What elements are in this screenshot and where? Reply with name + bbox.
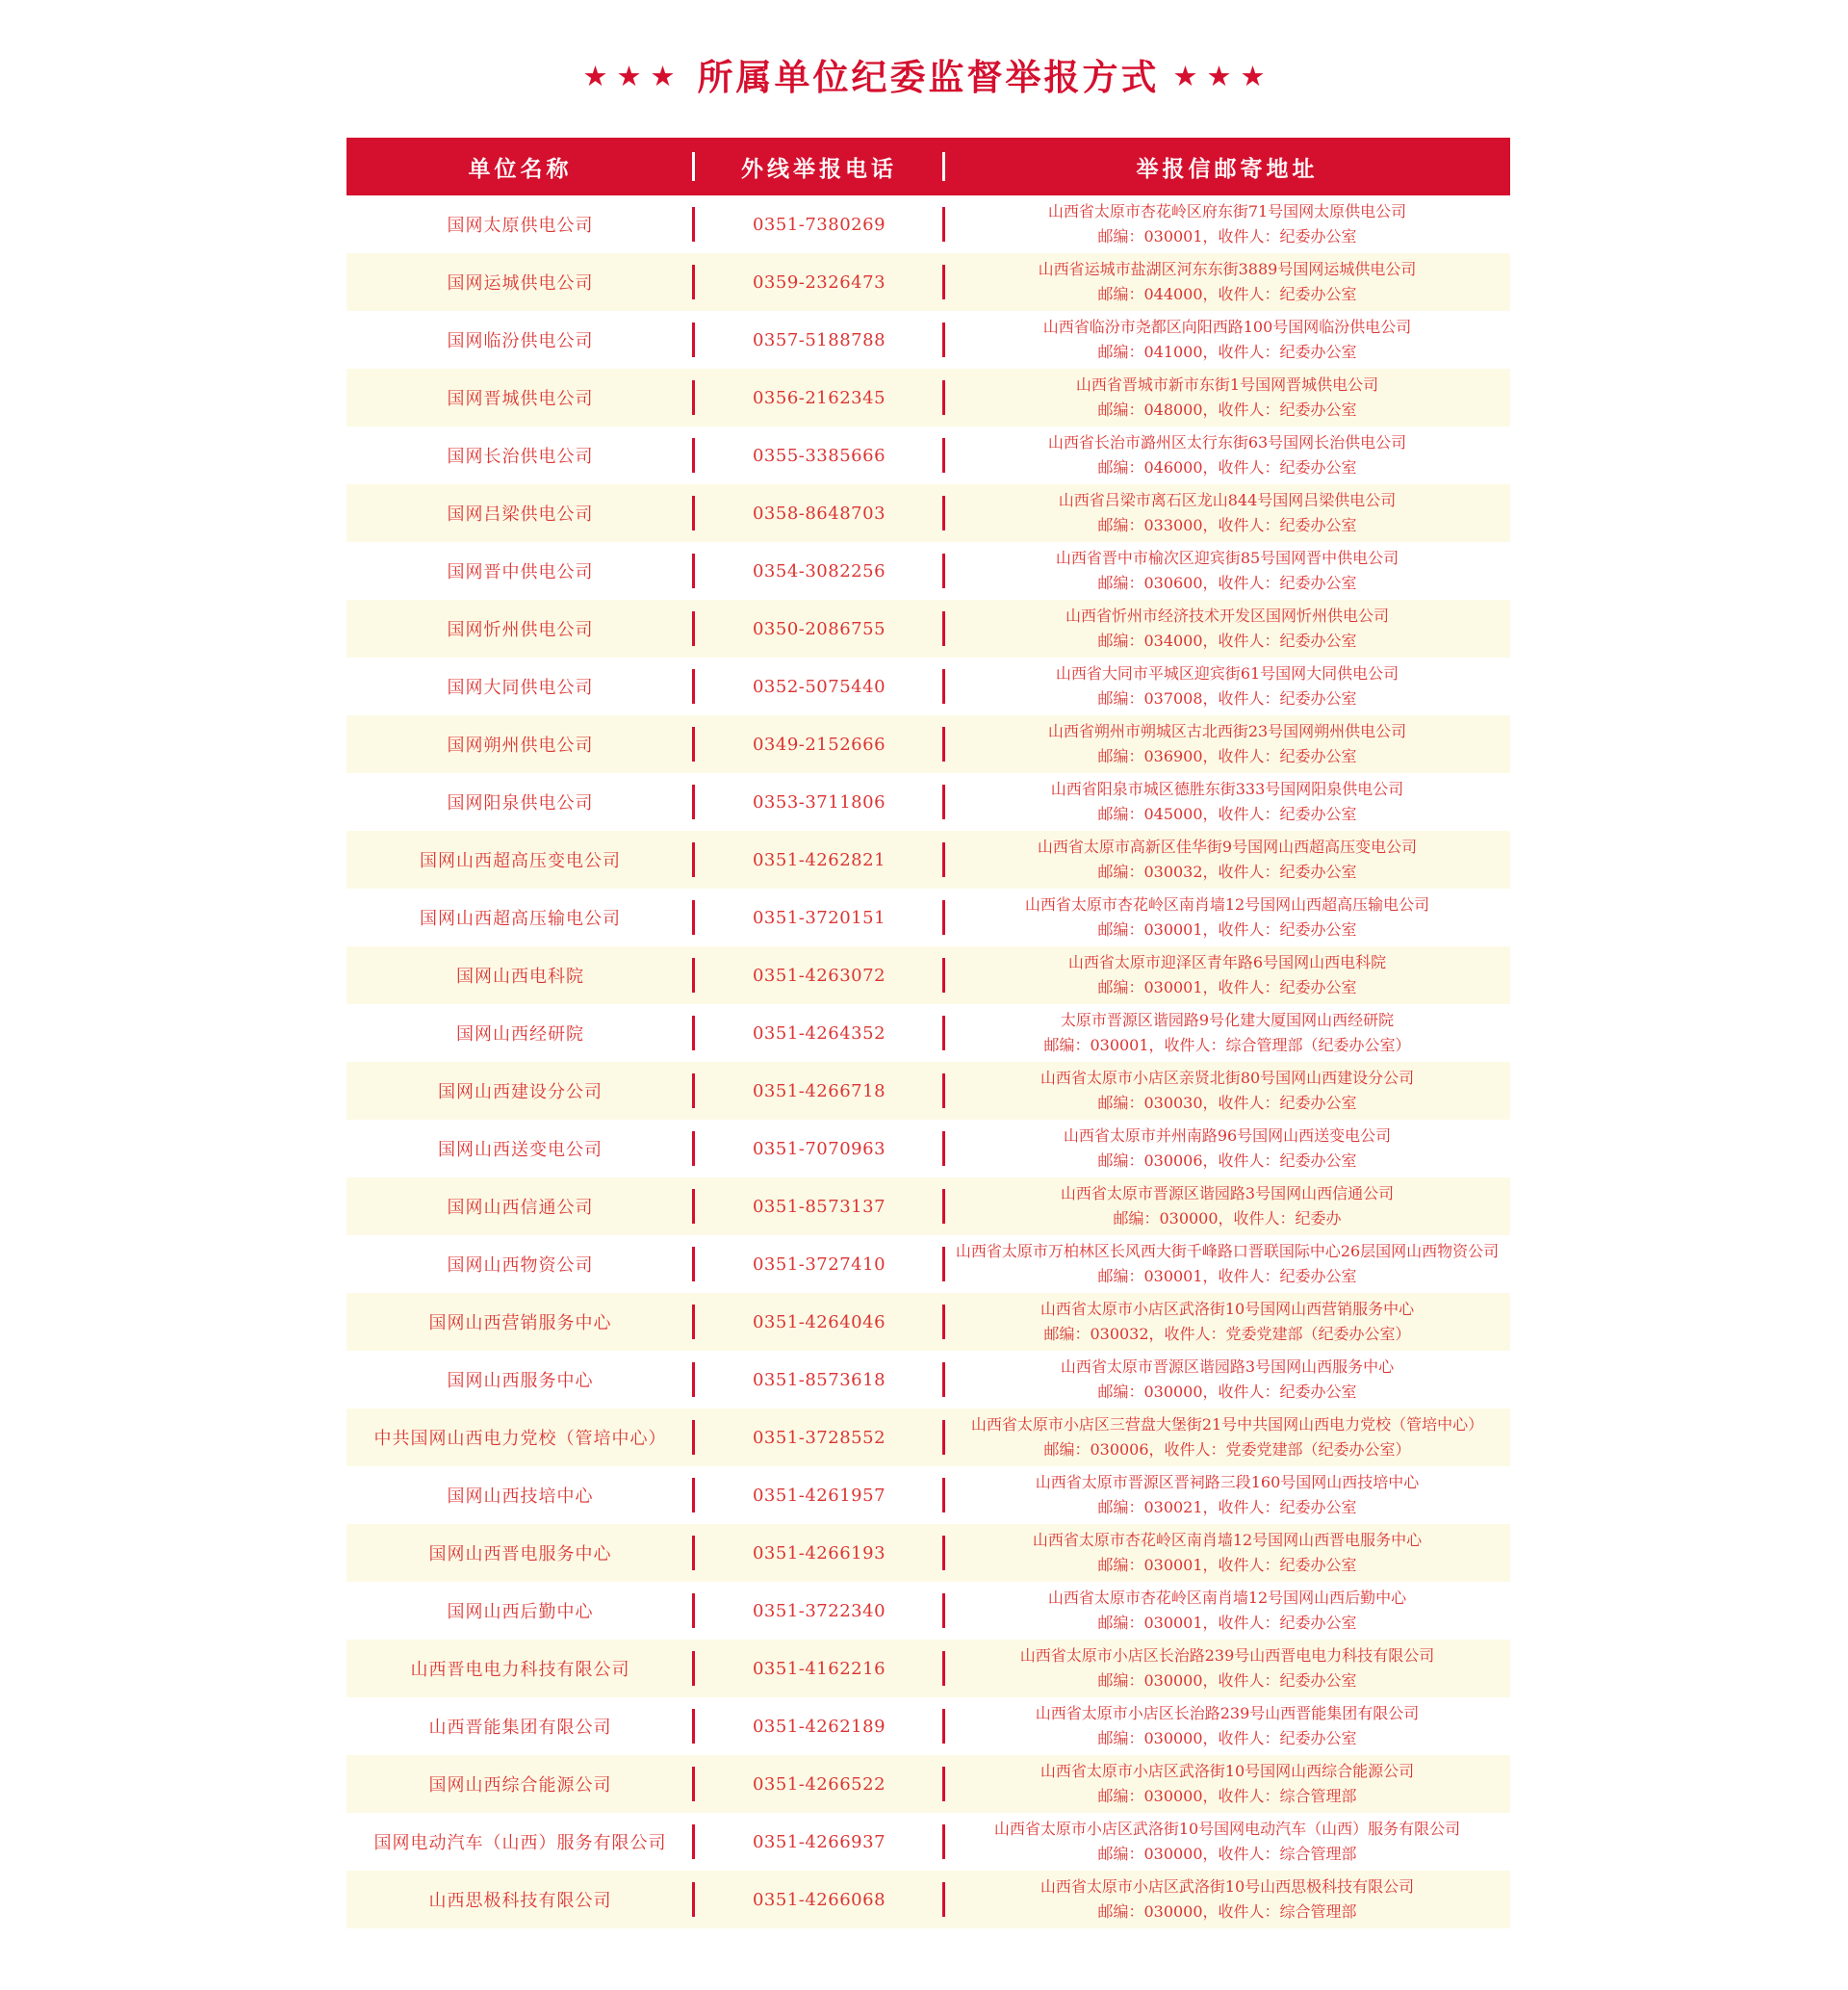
table-row: [346, 1524, 1510, 1582]
column-divider: [942, 1767, 945, 1801]
table-row: [346, 311, 1510, 369]
address-line-2: 邮编：030021，收件人：纪委办公室: [1097, 1498, 1357, 1516]
unit-name-cell: 山西思极科技有限公司: [428, 1891, 612, 1911]
address-line-2: 邮编：041000，收件人：纪委办公室: [1097, 343, 1357, 361]
address-line-2: 邮编：030032，收件人：党委党建部（纪委办公室）: [1043, 1325, 1411, 1343]
address-line-1: 山西省太原市万柏林区长风西大街千峰路口晋联国际中心26层国网山西物资公司: [955, 1242, 1500, 1260]
unit-name-cell: 国网山西物资公司: [447, 1255, 594, 1276]
column-divider: [692, 1073, 695, 1108]
table-row: [346, 1120, 1510, 1177]
address-cell: [944, 311, 1510, 369]
phone-cell: 0353-3711806: [752, 791, 886, 813]
column-divider: [942, 1362, 945, 1397]
column-divider: [692, 1709, 695, 1744]
address-line-2: 邮编：044000，收件人：纪委办公室: [1097, 285, 1357, 303]
column-divider: [942, 958, 945, 993]
table-row: [346, 253, 1510, 311]
table-row: [346, 1466, 1510, 1524]
column-divider: [942, 1073, 945, 1108]
table-row: [346, 1697, 1510, 1755]
column-divider: [692, 1767, 695, 1801]
address-cell: [944, 1697, 1510, 1755]
unit-name-cell: 山西晋能集团有限公司: [428, 1718, 612, 1738]
unit-name-cell: 国网山西综合能源公司: [428, 1775, 612, 1796]
column-divider: [692, 207, 695, 242]
column-divider: [942, 1247, 945, 1281]
column-divider: [692, 438, 695, 473]
unit-name-cell: 国网临汾供电公司: [447, 331, 594, 351]
page-title: [346, 48, 1510, 100]
title-stars-left: ★★★: [582, 60, 684, 92]
address-cell: [944, 484, 1510, 542]
column-divider: [942, 1420, 945, 1455]
column-divider: [942, 1189, 945, 1224]
table-row: [346, 1755, 1510, 1813]
address-line-1: 山西省太原市小店区长治路239号山西晋电电力科技有限公司: [1019, 1646, 1435, 1665]
unit-name-cell: 国网忻州供电公司: [447, 620, 594, 640]
phone-cell: 0351-4266718: [752, 1080, 886, 1101]
column-divider: [692, 727, 695, 762]
unit-name-cell: 国网山西超高压输电公司: [420, 909, 621, 929]
column-divider: [942, 1651, 945, 1686]
address-line-1: 山西省临汾市尧都区向阳西路100号国网临汾供电公司: [1042, 318, 1412, 336]
address-cell: [944, 1640, 1510, 1697]
address-line-1: 山西省忻州市经济技术开发区国网忻州供电公司: [1065, 607, 1389, 625]
address-cell: [944, 1582, 1510, 1640]
address-line-2: 邮编：030000，收件人：综合管理部: [1097, 1902, 1357, 1921]
column-divider: [692, 1247, 695, 1281]
address-line-1: 山西省运城市盐湖区河东东街3889号国网运城供电公司: [1038, 260, 1417, 278]
unit-name-cell: 国网山西送变电公司: [438, 1140, 603, 1160]
unit-name-cell: 国网山西晋电服务中心: [428, 1544, 612, 1564]
column-divider: [692, 958, 695, 993]
column-divider: [692, 1593, 695, 1628]
header-column-divider: [942, 152, 945, 181]
table-row: [346, 831, 1510, 889]
column-divider: [692, 1420, 695, 1455]
address-line-1: 山西省晋中市榆次区迎宾街85号国网晋中供电公司: [1055, 549, 1399, 567]
table-row: [346, 658, 1510, 715]
column-divider: [692, 265, 695, 299]
column-divider: [692, 380, 695, 415]
phone-cell: 0354-3082256: [752, 560, 886, 581]
phone-cell: 0351-8573618: [752, 1369, 886, 1390]
address-line-2: 邮编：030000，收件人：纪委办公室: [1097, 1671, 1357, 1690]
unit-name-cell: 国网山西后勤中心: [447, 1602, 594, 1622]
column-divider: [942, 1593, 945, 1628]
phone-cell: 0351-7380269: [752, 214, 886, 235]
phone-cell: 0351-3728552: [752, 1427, 886, 1448]
phone-cell: 0352-5075440: [752, 676, 886, 697]
unit-name-cell: 国网山西建设分公司: [438, 1082, 603, 1102]
address-line-2: 邮编：030001，收件人：纪委办公室: [1097, 978, 1357, 996]
address-line-1: 山西省太原市小店区武洛街10号国网电动汽车（山西）服务有限公司: [993, 1820, 1461, 1838]
address-cell: [944, 1466, 1510, 1524]
column-divider: [692, 1016, 695, 1050]
address-line-1: 山西省太原市小店区亲贤北街80号国网山西建设分公司: [1040, 1069, 1415, 1087]
phone-cell: 0358-8648703: [752, 503, 886, 524]
report-contact-table: [346, 138, 1510, 1928]
column-divider: [692, 842, 695, 877]
address-line-2: 邮编：030001，收件人：综合管理部（纪委办公室）: [1043, 1036, 1411, 1054]
address-line-1: 山西省大同市平城区迎宾街61号国网大同供电公司: [1055, 664, 1399, 683]
table-row: [346, 1062, 1510, 1120]
address-cell: [944, 1755, 1510, 1813]
address-cell: [944, 369, 1510, 426]
phone-cell: 0351-4263072: [752, 965, 886, 986]
unit-name-cell: 国网山西服务中心: [447, 1371, 594, 1391]
unit-name-cell: 国网阳泉供电公司: [447, 793, 594, 814]
column-divider: [942, 785, 945, 819]
column-divider: [942, 207, 945, 242]
header-mail-address: 举报信邮寄地址: [1136, 155, 1319, 182]
address-line-2: 邮编：030001，收件人：纪委办公室: [1097, 1556, 1357, 1574]
table-row: [346, 426, 1510, 484]
column-divider: [942, 380, 945, 415]
phone-cell: 0351-4266068: [752, 1889, 886, 1910]
column-divider: [692, 1824, 695, 1859]
address-line-1: 山西省阳泉市城区德胜东街333号国网阳泉供电公司: [1050, 780, 1404, 798]
table-row: [346, 1293, 1510, 1351]
address-line-1: 山西省太原市杏花岭区南肖墙12号国网山西后勤中心: [1047, 1589, 1407, 1607]
address-line-1: 山西省长治市潞州区太行东街63号国网长治供电公司: [1047, 433, 1407, 452]
address-cell: [944, 715, 1510, 773]
table-row: [346, 1004, 1510, 1062]
address-line-2: 邮编：030006，收件人：党委党建部（纪委办公室）: [1043, 1440, 1411, 1459]
address-line-2: 邮编：030001，收件人：纪委办公室: [1097, 1267, 1357, 1285]
unit-name-cell: 国网晋中供电公司: [447, 562, 594, 582]
phone-cell: 0355-3385666: [752, 445, 886, 466]
address-cell: [944, 1351, 1510, 1409]
unit-name-cell: 山西晋电电力科技有限公司: [410, 1660, 630, 1680]
address-line-1: 山西省太原市晋源区谐园路3号国网山西信通公司: [1060, 1184, 1395, 1202]
column-divider: [692, 1131, 695, 1166]
address-line-2: 邮编：030000，收件人：综合管理部: [1097, 1787, 1357, 1805]
column-divider: [942, 323, 945, 357]
column-divider: [942, 438, 945, 473]
address-cell: [944, 1293, 1510, 1351]
table-row: [346, 600, 1510, 658]
address-cell: [944, 1813, 1510, 1871]
table-row: [346, 946, 1510, 1004]
address-line-2: 邮编：036900，收件人：纪委办公室: [1097, 747, 1357, 765]
column-divider: [942, 842, 945, 877]
phone-cell: 0351-4262821: [752, 849, 886, 870]
address-cell: [944, 1062, 1510, 1120]
address-cell: [944, 946, 1510, 1004]
table-row: [346, 1813, 1510, 1871]
address-cell: [944, 1120, 1510, 1177]
address-line-1: 山西省太原市小店区武洛街10号国网山西综合能源公司: [1040, 1762, 1415, 1780]
phone-cell: 0350-2086755: [752, 618, 886, 639]
column-divider: [692, 900, 695, 935]
address-line-1: 山西省太原市小店区武洛街10号山西思极科技有限公司: [1040, 1877, 1415, 1896]
address-cell: [944, 889, 1510, 946]
table-row: [346, 773, 1510, 831]
column-divider: [692, 554, 695, 588]
address-cell: [944, 1524, 1510, 1582]
address-cell: [944, 1871, 1510, 1928]
unit-name-cell: 国网运城供电公司: [447, 273, 594, 294]
unit-name-cell: 国网长治供电公司: [447, 447, 594, 467]
phone-cell: 0351-3722340: [752, 1600, 886, 1621]
address-cell: [944, 831, 1510, 889]
address-cell: [944, 1177, 1510, 1235]
column-divider: [692, 785, 695, 819]
address-line-2: 邮编：030000，收件人：纪委办: [1113, 1209, 1342, 1228]
address-line-1: 山西省太原市晋源区谐园路3号国网山西服务中心: [1060, 1357, 1395, 1376]
unit-name-cell: 国网朔州供电公司: [447, 736, 594, 756]
column-divider: [942, 496, 945, 530]
unit-name-cell: 国网山西电科院: [456, 967, 584, 987]
column-divider: [692, 1651, 695, 1686]
column-divider: [942, 1824, 945, 1859]
column-divider: [692, 1882, 695, 1917]
unit-name-cell: 国网山西营销服务中心: [428, 1313, 612, 1333]
phone-cell: 0349-2152666: [752, 734, 886, 755]
address-cell: [944, 658, 1510, 715]
phone-cell: 0351-4266522: [752, 1773, 886, 1795]
phone-cell: 0356-2162345: [752, 387, 886, 408]
phone-cell: 0351-4266193: [752, 1542, 886, 1564]
phone-cell: 0351-8573137: [752, 1196, 886, 1217]
address-line-2: 邮编：030006，收件人：纪委办公室: [1097, 1151, 1357, 1170]
unit-name-cell: 国网山西超高压变电公司: [420, 851, 621, 871]
table-row: [346, 542, 1510, 600]
address-line-1: 山西省太原市小店区武洛街10号国网山西营销服务中心: [1040, 1300, 1415, 1318]
address-line-1: 山西省朔州市朔城区古北西街23号国网朔州供电公司: [1047, 722, 1407, 740]
table-row: [346, 715, 1510, 773]
address-line-1: 山西省太原市杏花岭区南肖墙12号国网山西晋电服务中心: [1032, 1531, 1423, 1549]
address-line-1: 山西省太原市杏花岭区府东街71号国网太原供电公司: [1047, 202, 1407, 220]
column-divider: [692, 1362, 695, 1397]
address-cell: [944, 195, 1510, 253]
column-divider: [692, 1189, 695, 1224]
column-divider: [692, 1536, 695, 1570]
column-divider: [942, 727, 945, 762]
column-divider: [692, 323, 695, 357]
column-divider: [692, 496, 695, 530]
table-row: [346, 369, 1510, 426]
address-line-2: 邮编：030000，收件人：纪委办公室: [1097, 1383, 1357, 1401]
column-divider: [942, 1016, 945, 1050]
address-line-1: 太原市晋源区谐园路9号化建大厦国网山西经研院: [1060, 1011, 1395, 1029]
unit-name-cell: 国网山西经研院: [456, 1024, 584, 1045]
header-unit-name: 单位名称: [468, 155, 573, 182]
unit-name-cell: 国网晋城供电公司: [447, 389, 594, 409]
address-line-1: 山西省太原市小店区长治路239号山西晋能集团有限公司: [1035, 1704, 1420, 1722]
address-cell: [944, 600, 1510, 658]
phone-cell: 0351-4162216: [752, 1658, 886, 1679]
unit-name-cell: 国网山西信通公司: [447, 1198, 594, 1218]
phone-cell: 0359-2326473: [752, 271, 886, 293]
unit-name-cell: 国网太原供电公司: [447, 216, 594, 236]
table-row: [346, 1640, 1510, 1697]
phone-cell: 0351-4262189: [752, 1716, 886, 1737]
table-row: [346, 484, 1510, 542]
column-divider: [942, 1882, 945, 1917]
phone-cell: 0351-4264352: [752, 1022, 886, 1044]
column-divider: [942, 669, 945, 704]
address-line-2: 邮编：045000，收件人：纪委办公室: [1097, 805, 1357, 823]
page-title-text: 所属单位纪委监督举报方式: [697, 56, 1160, 98]
address-cell: [944, 1004, 1510, 1062]
address-line-2: 邮编：033000，收件人：纪委办公室: [1097, 516, 1357, 534]
column-divider: [942, 1305, 945, 1339]
phone-cell: 0351-3720151: [752, 907, 886, 928]
address-cell: [944, 253, 1510, 311]
address-line-2: 邮编：030600，收件人：纪委办公室: [1097, 574, 1357, 592]
column-divider: [942, 1709, 945, 1744]
address-line-2: 邮编：030000，收件人：纪委办公室: [1097, 1729, 1357, 1747]
table-row: [346, 889, 1510, 946]
unit-name-cell: 国网大同供电公司: [447, 678, 594, 698]
column-divider: [692, 611, 695, 646]
column-divider: [942, 1478, 945, 1512]
title-stars-right: ★★★: [1172, 60, 1274, 92]
address-cell: [944, 426, 1510, 484]
address-line-1: 山西省太原市杏花岭区南肖墙12号国网山西超高压输电公司: [1024, 895, 1430, 914]
address-line-1: 山西省晋城市新市东街1号国网晋城供电公司: [1075, 375, 1379, 394]
phone-cell: 0351-4264046: [752, 1311, 886, 1332]
table-row: [346, 1177, 1510, 1235]
table-body: [346, 195, 1510, 1928]
phone-cell: 0351-7070963: [752, 1138, 886, 1159]
column-divider: [692, 1478, 695, 1512]
address-line-2: 邮编：030030，收件人：纪委办公室: [1097, 1094, 1357, 1112]
table-row: [346, 1409, 1510, 1466]
table-header-row: [346, 138, 1510, 195]
address-line-2: 邮编：030000，收件人：综合管理部: [1097, 1845, 1357, 1863]
table-row: [346, 1871, 1510, 1928]
header-phone: 外线举报电话: [741, 155, 897, 182]
column-divider: [692, 669, 695, 704]
phone-cell: 0351-3727410: [752, 1253, 886, 1275]
address-line-1: 山西省太原市迎泽区青年路6号国网山西电科院: [1067, 953, 1387, 971]
column-divider: [942, 611, 945, 646]
address-line-1: 山西省太原市小店区三营盘大堡街21号中共国网山西电力党校（管培中心）: [970, 1415, 1484, 1434]
address-line-2: 邮编：030032，收件人：纪委办公室: [1097, 863, 1357, 881]
column-divider: [942, 554, 945, 588]
address-line-1: 山西省太原市晋源区晋祠路三段160号国网山西技培中心: [1035, 1473, 1420, 1491]
header-column-divider: [692, 152, 695, 181]
address-line-2: 邮编：030001，收件人：纪委办公室: [1097, 227, 1357, 246]
phone-cell: 0357-5188788: [752, 329, 886, 350]
column-divider: [942, 265, 945, 299]
address-line-1: 山西省太原市高新区佳华街9号国网山西超高压变电公司: [1037, 838, 1418, 856]
column-divider: [942, 1536, 945, 1570]
address-line-2: 邮编：030001，收件人：纪委办公室: [1097, 920, 1357, 939]
address-line-2: 邮编：034000，收件人：纪委办公室: [1097, 632, 1357, 650]
table-row: [346, 1582, 1510, 1640]
unit-name-cell: 国网电动汽车（山西）服务有限公司: [373, 1833, 667, 1853]
address-line-2: 邮编：037008，收件人：纪委办公室: [1097, 689, 1357, 708]
address-line-2: 邮编：046000，收件人：纪委办公室: [1097, 458, 1357, 477]
table-row: [346, 1235, 1510, 1293]
table-row: [346, 1351, 1510, 1409]
unit-name-cell: 中共国网山西电力党校（管培中心）: [373, 1429, 667, 1449]
column-divider: [692, 1305, 695, 1339]
phone-cell: 0351-4261957: [752, 1485, 886, 1506]
unit-name-cell: 国网吕梁供电公司: [447, 504, 594, 525]
address-cell: [944, 1409, 1510, 1466]
address-cell: [944, 542, 1510, 600]
address-line-2: 邮编：048000，收件人：纪委办公室: [1097, 401, 1357, 419]
phone-cell: 0351-4266937: [752, 1831, 886, 1852]
column-divider: [942, 900, 945, 935]
column-divider: [942, 1131, 945, 1166]
address-cell: [944, 1235, 1510, 1293]
address-line-1: 山西省太原市并州南路96号国网山西送变电公司: [1063, 1126, 1392, 1145]
address-line-1: 山西省吕梁市离石区龙山844号国网吕梁供电公司: [1058, 491, 1397, 509]
unit-name-cell: 国网山西技培中心: [447, 1486, 594, 1507]
address-cell: [944, 773, 1510, 831]
table-row: [346, 195, 1510, 253]
address-line-2: 邮编：030001，收件人：纪委办公室: [1097, 1614, 1357, 1632]
